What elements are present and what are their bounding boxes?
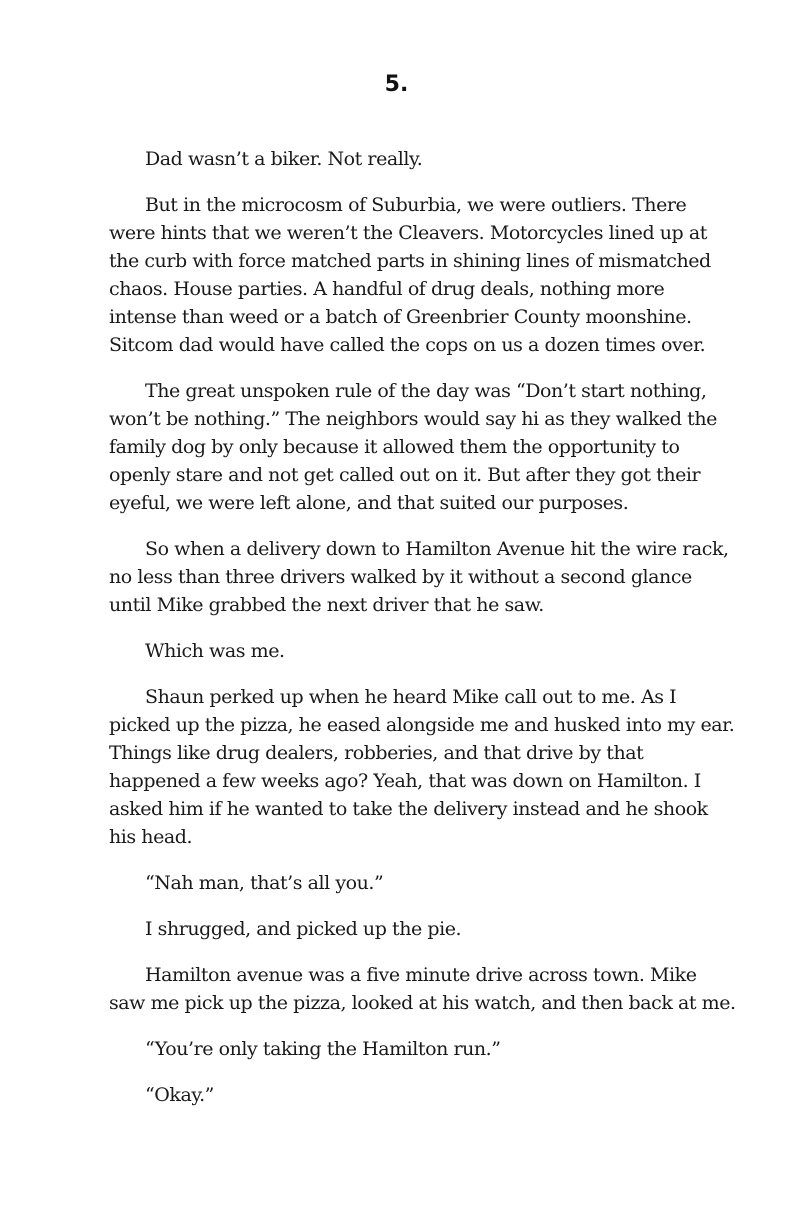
paragraph: But in the microcosm of Suburbia, we were outliers. There were hints that we weren’t the Cleavers. Motorcycles lined up at the curb with force matched parts in shining lines of mismatched chaos. House parties. A handful of drug deals, nothing more intense than weed or a batch of Greenbrier County moonshine. Sitcom dad would have called the cops on us a dozen times over. (109, 194, 711, 356)
paragraph: “Okay.” (145, 1084, 214, 1106)
paragraph: I shrugged, and picked up the pie. (145, 918, 462, 940)
paragraph: Shaun perked up when he heard Mike call out to me. As I picked up the pizza, he eased alongside me and husked into my ear. Things like drug dealers, robberies, and that drive by that happened a few weeks ago? Yeah, that was down on Hamilton. I asked him if he wanted to take the delivery instead and he shook his head. (109, 686, 735, 848)
chapter-number: 5. (384, 72, 409, 97)
paragraph: So when a delivery down to Hamilton Avenue hit the wire rack, no less than three drivers walked by it without a second glance until Mike grabbed the next driver that he saw. (109, 538, 729, 616)
paragraph: Dad wasn’t a biker. Not really. (145, 148, 423, 170)
paragraph: “You’re only taking the Hamilton run.” (145, 1038, 501, 1060)
paragraph: Hamilton avenue was a five minute drive across town. Mike saw me pick up the pizza, looked at his watch, and then back at me. (109, 964, 736, 1014)
paragraph: Which was me. (145, 640, 285, 662)
paragraph: The great unspoken rule of the day was “Don’t start nothing, won’t be nothing.” The neighbors would say hi as they walked the family dog by only because it allowed them the opportunity to openly stare and not get called out on it. But after they got their eyeful, we were left alone, and that suited our purposes. (109, 380, 717, 514)
paragraph: “Nah man, that’s all you.” (145, 872, 384, 894)
chapter-body (109, 145, 737, 1127)
